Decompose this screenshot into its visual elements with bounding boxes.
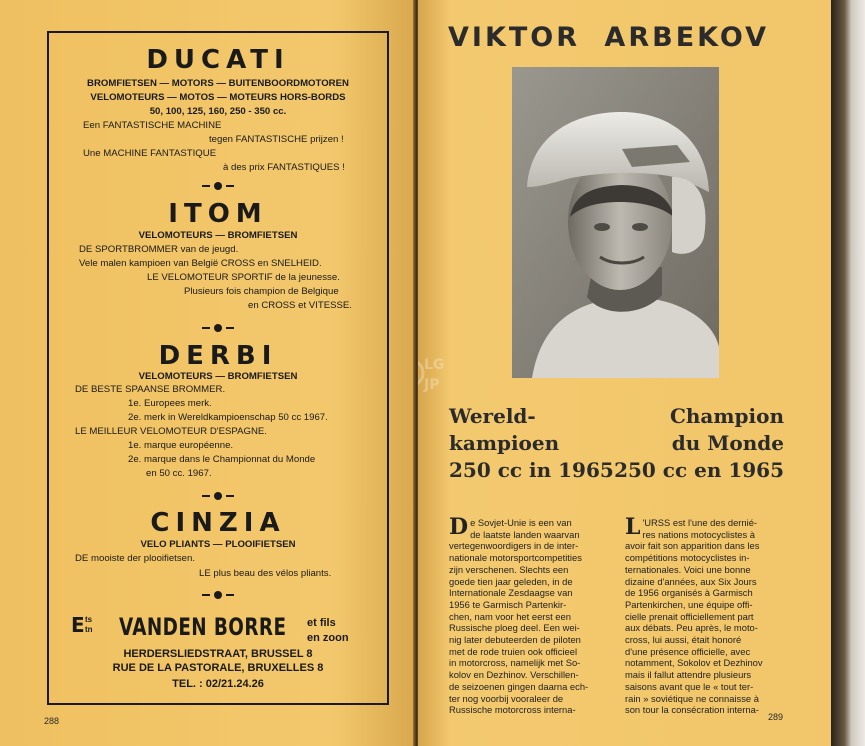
rider-photo-drawing <box>512 67 719 378</box>
french-line: d'une présence officielle, avec <box>625 645 751 657</box>
derbi-line-8: en 50 cc. 1967. <box>146 468 212 479</box>
french-line: Partenkirchen, une équipe offi- <box>625 598 753 610</box>
separator <box>49 178 387 192</box>
page-number-left: 288 <box>44 716 60 726</box>
dutch-line: vertegenwoordigers in de inter- <box>449 540 579 552</box>
derbi-brand: DERBI <box>158 341 278 371</box>
dutch-line: in motorcross, namelijk met So- <box>449 657 581 669</box>
separator <box>49 488 387 502</box>
headline-dutch-line-1: Wereld- <box>449 404 536 428</box>
rider-portrait <box>512 67 719 378</box>
french-line: notamment, Sokolov et Dezhinov <box>625 657 763 669</box>
itom-line-1: VELOMOTEURS — BROMFIETSEN <box>138 230 298 241</box>
french-line: ternationales. Voici une bonne <box>625 563 751 575</box>
ducati-line-1: BROMFIETSEN — MOTORS — BUITENBOORDMOTOREN <box>87 78 349 89</box>
dutch-line: Russische motorcross interna- <box>449 704 576 716</box>
derbi-line-6: 1e. marque européenne. <box>128 440 234 451</box>
dutch-line: kolov en Dezhinov. Verschillen- <box>449 669 579 681</box>
french-line: cross, lui aussi, était honoré <box>625 634 742 646</box>
french-line: avoir fait son apparition dans les <box>625 540 760 552</box>
separator <box>49 587 387 601</box>
ducati-line-4: Een FANTASTISCHE MACHINE <box>83 120 222 131</box>
french-line: res nations motocyclistes à <box>642 528 756 540</box>
headline-french-line-1: Champion <box>669 404 784 428</box>
ducati-line-6: Une MACHINE FANTASTIQUE <box>83 148 217 159</box>
french-lines <box>625 514 785 716</box>
derbi-line-2: DE BESTE SPAANSE BROMMER. <box>75 384 226 395</box>
dutch-line: de seizoenen gingen daarna ech- <box>449 680 589 692</box>
ets-mark <box>71 613 93 637</box>
article-title: VIKTOR ARBEKOV <box>448 22 769 53</box>
itom-line-4: LE VELOMOTEUR SPORTIF de la jeunesse. <box>147 272 340 283</box>
ducati-line-2: VELOMOTEURS — MOTOS — MOTEURS HORS-BORDS <box>90 92 346 103</box>
cinzia-line-2: DE mooiste der plooifietsen. <box>75 553 195 564</box>
derbi-line-7: 2e. marque dans le Championnat du Monde <box>128 454 316 465</box>
dealer-suffix <box>307 616 349 646</box>
french-line: aux débats. Peu après, le moto- <box>625 622 758 634</box>
dutch-line: Internationale Zesdaagse van <box>449 587 573 599</box>
french-line: dizaine d'années, aux Six Jours <box>625 575 757 587</box>
dropcap-french: L <box>625 514 641 540</box>
french-line: son tour la consécration interna- <box>625 704 759 716</box>
ets-bottom: tn <box>85 625 93 634</box>
dutch-line: Russische ploeg deel. Een wei- <box>449 622 580 634</box>
cinzia-brand: CINZIA <box>150 508 286 538</box>
french-line: compétitions motocyclistes in- <box>625 552 750 564</box>
dutch-line: met de rode truien ook officieel <box>449 645 578 657</box>
itom-line-3: Vele malen kampioen van België CROSS en SNELHEID. <box>79 258 322 269</box>
french-line: cielle prenait officiellement part <box>625 610 754 622</box>
dutch-line: de laatste landen waarvan <box>470 528 580 540</box>
cinzia-line-3: LE plus beau des vélos pliants. <box>199 568 332 579</box>
dutch-line: e Sovjet-Unie is een van <box>470 517 572 528</box>
dealer-suffix-2: en zoon <box>307 632 349 644</box>
itom-line-2: DE SPORTBROMMER van de jeugd. <box>79 244 239 255</box>
headline-french-line-2: du Monde <box>671 431 784 455</box>
derbi-line-1: VELOMOTEURS — BROMFIETSEN <box>138 371 298 382</box>
dropcap-dutch: D <box>449 514 469 540</box>
dutch-line: ter nog voorbij vooraleer de <box>449 692 564 704</box>
ducati-line-7: à des prix FANTASTIQUES ! <box>223 162 345 173</box>
headline-dutch-line-3: 250 cc in 1965 <box>449 458 614 482</box>
french-line: saisons avant que le « tout ter- <box>625 680 754 692</box>
ducati-brand: DUCATI <box>146 45 290 75</box>
dealer-name: VANDEN BORRE <box>119 613 287 641</box>
separator <box>49 320 387 334</box>
right-page <box>418 0 831 746</box>
page-edge <box>831 0 865 746</box>
french-line: de 1956 organisés à Garmisch <box>625 587 753 599</box>
itom-brand: ITOM <box>168 199 268 229</box>
itom-line-5: Plusieurs fois champion de Belgique <box>184 286 339 297</box>
derbi-line-4: 2e. merk in Wereldkampioenschap 50 cc 1967. <box>128 412 328 423</box>
dutch-line: nig later debuteerden de piloten <box>449 634 581 646</box>
derbi-line-3: 1e. Europees merk. <box>128 398 212 409</box>
dutch-line: chen, nam voor het eerst een <box>449 610 571 622</box>
ducati-line-3: 50, 100, 125, 160, 250 - 350 cc. <box>149 106 287 117</box>
advertisement-frame <box>47 31 389 705</box>
svg-text:JP: JP <box>424 377 440 393</box>
dutch-lines <box>449 514 609 716</box>
derbi-line-5: LE MEILLEUR VELOMOTEUR D'ESPAGNE. <box>75 426 267 437</box>
ets-top: ts <box>85 615 93 624</box>
dutch-line: nationale motorsportcompetities <box>449 552 582 564</box>
dealer-address-1: HERDERSLIEDSTRAAT, BRUSSEL 8 <box>123 648 313 660</box>
page-number-right: 289 <box>768 712 784 722</box>
french-line: mais il fallut attendre plusieurs <box>625 669 752 681</box>
dutch-line: 1956 te Garmisch Partenkir- <box>449 598 567 610</box>
dutch-line: goede tien jaar geleden, in de <box>449 575 573 587</box>
left-page <box>0 0 415 746</box>
headline-french-line-3: 250 cc en 1965 <box>614 458 784 482</box>
watermark-logo <box>418 349 458 397</box>
dealer-suffix-1: et fils <box>307 617 336 629</box>
french-line: 'URSS est l'une des dernié- <box>642 517 758 528</box>
ets-letter: E <box>71 613 85 637</box>
dealer-phone: TEL. : 02/21.24.26 <box>172 678 264 690</box>
article-text-french <box>625 514 785 716</box>
headline-french <box>614 403 784 484</box>
dutch-line: zijn verschenen. Slechts een <box>449 563 569 575</box>
headline-dutch-line-2: kampioen <box>449 431 560 455</box>
svg-text:LG: LG <box>424 357 445 373</box>
cinzia-line-1: VELO PLIANTS — PLOOIFIETSEN <box>140 539 296 550</box>
article-text-dutch <box>449 514 609 716</box>
french-line: rain » soviétique ne connaisse à <box>625 692 759 704</box>
headline-dutch <box>449 403 614 484</box>
dealer-address-2: RUE DE LA PASTORALE, BRUXELLES 8 <box>112 662 324 674</box>
itom-line-6: en CROSS et VITESSE. <box>248 300 352 311</box>
ducati-line-5: tegen FANTASTISCHE prijzen ! <box>209 134 344 145</box>
